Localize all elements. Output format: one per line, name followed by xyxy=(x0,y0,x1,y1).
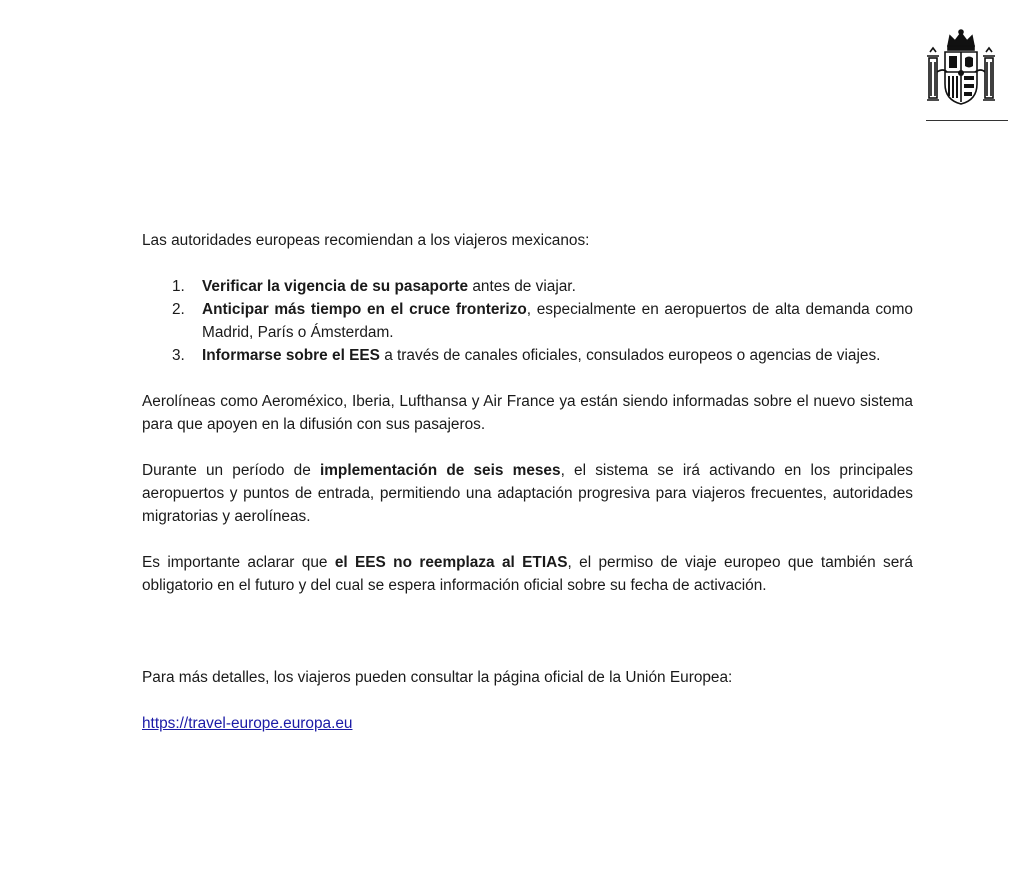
implementation-bold: implementación de seis meses xyxy=(319,462,561,479)
list-item-text: antes de viajar. xyxy=(468,278,576,295)
header-divider xyxy=(926,120,1008,121)
europa-link[interactable]: https://travel-europe.europa.eu xyxy=(142,715,353,732)
recommendations-list xyxy=(142,275,913,367)
list-item-bold: Verificar la vigencia de su pasaporte xyxy=(202,278,469,295)
etias-paragraph: Es importante aclarar que el EES no reemplaza al ETIAS, el permiso de viaje europeo que también será obligatorio en el futuro y del cual se espera información oficial sobre su fecha de activación. xyxy=(142,554,913,594)
spain-coat-of-arms-icon xyxy=(926,28,996,108)
implementation-paragraph: Durante un período de implementación de seis meses, el sistema se irá activando en los principales aeropuertos y puntos de entrada, permitiendo una adaptación progresiva para viajeros frecuentes, autoridades migratorias y aerolíneas. xyxy=(142,462,913,525)
list-item-bold: Informarse sobre el EES xyxy=(202,347,380,364)
list-item-text: a través de canales oficiales, consulados europeos o agencias de viajes. xyxy=(379,347,881,364)
details-text: Para más detalles, los viajeros pueden consultar la página oficial de la Unión Europea: xyxy=(142,669,733,686)
etias-bold: el EES no reemplaza al ETIAS xyxy=(334,554,568,571)
list-number: 3. xyxy=(172,347,185,364)
list-item-bold: Anticipar más tiempo en el cruce fronterizo xyxy=(202,301,527,318)
list-number: 2. xyxy=(172,301,185,318)
list-item xyxy=(142,344,913,367)
airlines-paragraph: Aerolíneas como Aeroméxico, Iberia, Lufthansa y Air France ya están siendo informadas sobre el nuevo sistema para que apoyen en la difusión con sus pasajeros. xyxy=(142,393,913,433)
intro-text: Las autoridades europeas recomiendan a los viajeros mexicanos: xyxy=(142,232,590,249)
list-item xyxy=(142,298,913,344)
list-number: 1. xyxy=(172,278,185,295)
document-body xyxy=(142,229,913,735)
list-item-text: , especialmente en aeropuertos de alta demanda como Madrid, París o Ámsterdam. xyxy=(202,301,913,341)
list-item xyxy=(142,275,913,298)
